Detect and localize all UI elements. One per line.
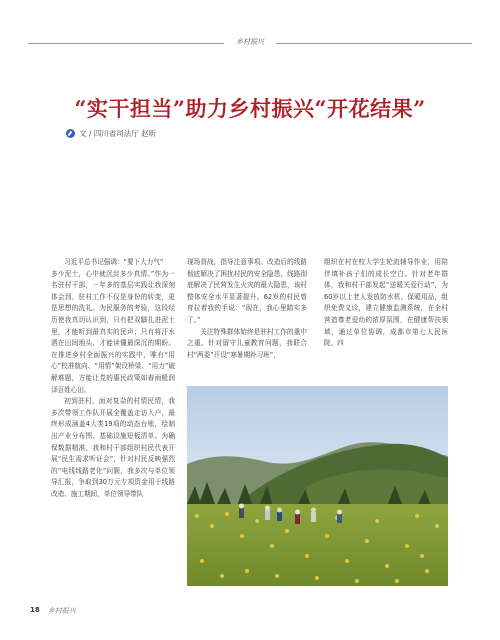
text-column-3 (324, 257, 448, 350)
article-photo (187, 386, 448, 586)
paragraph: 初到驻村，面对复杂的村情民情，我多次带领工作队开展全覆盖走访入户，最终形成涵盖4大类19项的动态台账，绘制出产业分布图、基础设施短板清单。为确保数据精准，我和村干部组织村民代表开展“民生需求听证会”，针对村民反映强烈的“电线线路老化”问题，我多次与单位领导汇报，争取到30万元专项资金用于线路改造、施工期间，单位领导带队 (51, 397, 175, 498)
text-column-2 (187, 257, 307, 361)
text-column-1 (51, 257, 175, 592)
page-number: 18 (30, 606, 40, 614)
paragraph: 现场督战，指导注意事项。改造后的线路彻底解决了困扰村民的安全隐患，线路彻底解决了民营发生火灾的最大隐患，该村整体安全水平显著提升。62岁的村民曾育拉着我的手说：“现在，我心里踏实多了。” (187, 258, 307, 324)
page-footer (30, 606, 76, 616)
field-photo-illustration (187, 386, 448, 586)
byline-text: 文 / 四川省司法厅 赵昕 (79, 129, 157, 138)
section-label: 乡村振兴 (236, 38, 264, 46)
paragraph: 习近平总书记强调：“要下大力气” (64, 258, 164, 266)
byline (66, 128, 156, 139)
magazine-name: 乡村振兴 (47, 607, 76, 615)
header-rule-left (28, 43, 224, 44)
article-title: “实干担当”助力乡村振兴“开花结果” (74, 96, 426, 121)
paragraph: 多少泥土，心中就沉淀多少真情。”作为一名驻村干部，一年多的基层实践让我深刻体会到，驻村工作不仅是身份的转变，更是思想的洗礼。为民服务的考验，这段经历使我真切认识到，只有把双脚扎进泥土里，才能听到最真实的民声；只有将汗水洒在田间地头，才能读懂最深沉的期盼。在推进乡村全面振兴的实践中，唯有“用心”校准航向、“用情”架设桥梁、“用力”破解难题，方能让党的惠民政策如春雨般润泽百姓心田。 (51, 269, 175, 394)
paragraph: 组织在村在校大学生轮流辅导作业，用陪伴填补孩子们的成长空白。针对老年群体，我和村干部发起“送暖关爱行动”，为60岁以上老人发放防水机、保暖用品，组织免费义诊，建立健康监测系统，在全村营造尊老爱幼的浓厚氛围，在健康帮扶领域，通过单位协调，成都市第七人民医院、四 (324, 258, 448, 348)
paragraph: 关注特殊群体始终是驻村工作的重中之重。针对留守儿童教育问题，我联合村“两委”开设“寒暑期补习班”， (187, 327, 307, 359)
header-rule-right (276, 43, 472, 44)
pen-icon (66, 129, 75, 138)
